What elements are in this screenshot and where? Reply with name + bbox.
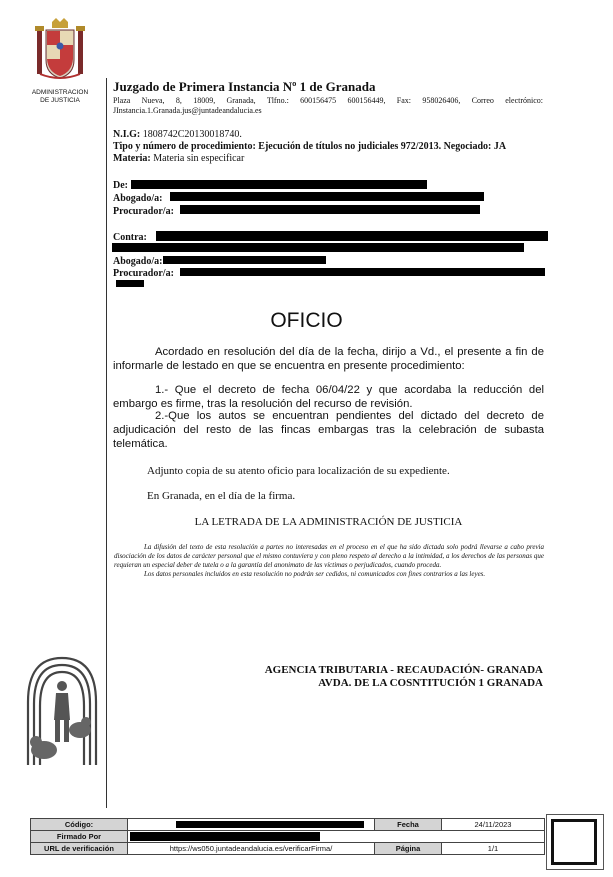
page-value: 1/1: [442, 843, 545, 855]
signed-label: Firmado Por: [31, 831, 128, 843]
code-value-cell: [128, 819, 375, 831]
privacy-note: [114, 543, 544, 579]
point-2: 2.-Que los autos se encuentran pendientes del dictado del decreto de adjudicación del resto de las fincas embargas tras la celebración de subasta telemática.: [113, 410, 544, 450]
redaction-bar: [180, 268, 545, 276]
verification-url[interactable]: https://ws050.juntadeandalucia.es/verificarFirma/: [128, 843, 375, 855]
subject-value: Materia sin especificar: [153, 153, 245, 164]
redaction-bar: [130, 832, 320, 841]
recipient-line-2: AVDA. DE LA COSNTITUCIÓN 1 GRANADA: [318, 677, 543, 689]
from-label: De:: [113, 180, 128, 191]
redaction-bar: [180, 205, 480, 214]
subject-line: [113, 153, 244, 164]
court-name: Juzgado de Primera Instancia Nº 1 de Granada: [113, 79, 376, 94]
redaction-bar: [112, 243, 524, 252]
court-address: Plaza Nueva, 8, 18009, Granada, Tlfno.: 600156475 600156449, Fax: 958026406, Correo electrónico: JInstancia.1.Granada.jus@juntadeandalucia.es: [113, 96, 543, 115]
redaction-bar: [170, 192, 484, 201]
code-label: Código:: [31, 819, 128, 831]
recipient-line-1: AGENCIA TRIBUTARIA - RECAUDACIÓN- GRANADA: [264, 664, 543, 676]
intro-paragraph: Acordado en resolución del día de la fecha, dirijo a Vd., el presente a fin de informarle de lestado en que se encuentra en presente procedimiento:: [113, 346, 544, 372]
coat-of-arms-icon: [30, 16, 90, 86]
nig-line: [113, 129, 242, 140]
attachment-line: Adjunto copia de su atento oficio para localización de su expediente.: [147, 465, 450, 477]
privacy-paragraph-1: La difusión del texto de esta resolución a partes no interesadas en el proceso en el que ha sido dictada solo podrá llevarse a cabo previa disociación de los datos de carácter personal que el mismo contuviera y con pleno respeto al derecho a la intimidad, a los derechos de las personas que requieran un especial deber de tutela o a la garantía del anonimato de las víctimas o perjudicados, cuando proceda.: [114, 543, 544, 569]
procedure-line: [113, 141, 506, 152]
attorney-label: Procurador/a:: [113, 206, 174, 217]
redaction-bar: [156, 231, 548, 241]
signature-footer-table: [30, 818, 545, 855]
left-margin-rule: [106, 78, 107, 808]
subject-label: Materia:: [113, 153, 151, 164]
redaction-bar: [131, 180, 427, 189]
procedure-value: Ejecución de títulos no judiciales 972/2013. Negociado: JA: [258, 141, 507, 152]
signed-value-cell: [128, 831, 545, 843]
place-date: En Granada, en el día de la firma.: [147, 490, 296, 502]
hercules-lions-emblem-icon: [22, 650, 102, 770]
privacy-paragraph-2: Los datos personales incluidos en esta resolución no podrán ser cedidos, ni comunicados con fines contrarios a las leyes.: [144, 570, 486, 578]
page-label: Página: [375, 843, 442, 855]
redaction-bar: [116, 280, 144, 287]
procedure-label: Tipo y número de procedimiento:: [113, 141, 256, 152]
redaction-bar: [176, 821, 364, 828]
date-label: Fecha: [375, 819, 442, 831]
date-value: 24/11/2023: [442, 819, 545, 831]
lawyer2-label: Abogado/a:: [113, 256, 163, 267]
point-1: 1.- Que el decreto de fecha 06/04/22 y que acordaba la reducción del embargo es firme, tras la resolución del recurso de revisión.: [113, 384, 544, 410]
emblem-caption: ADMINISTRACION DE JUSTICIA: [31, 89, 89, 104]
attorney2-label: Procurador/a:: [113, 268, 174, 279]
against-label: Contra:: [113, 232, 147, 243]
signatory: LA LETRADA DE LA ADMINISTRACIÓN DE JUSTICIA: [194, 516, 463, 528]
nig-label: N.I.G:: [113, 129, 141, 140]
nig-value: 1808742C20130018740.: [142, 129, 242, 140]
redaction-bar: [163, 256, 326, 264]
url-label: URL de verificación: [31, 843, 128, 855]
recipient-block: [265, 664, 543, 690]
qr-code-icon: [551, 819, 597, 865]
document-title: OFICIO: [270, 309, 343, 332]
lawyer-label: Abogado/a:: [113, 193, 163, 204]
